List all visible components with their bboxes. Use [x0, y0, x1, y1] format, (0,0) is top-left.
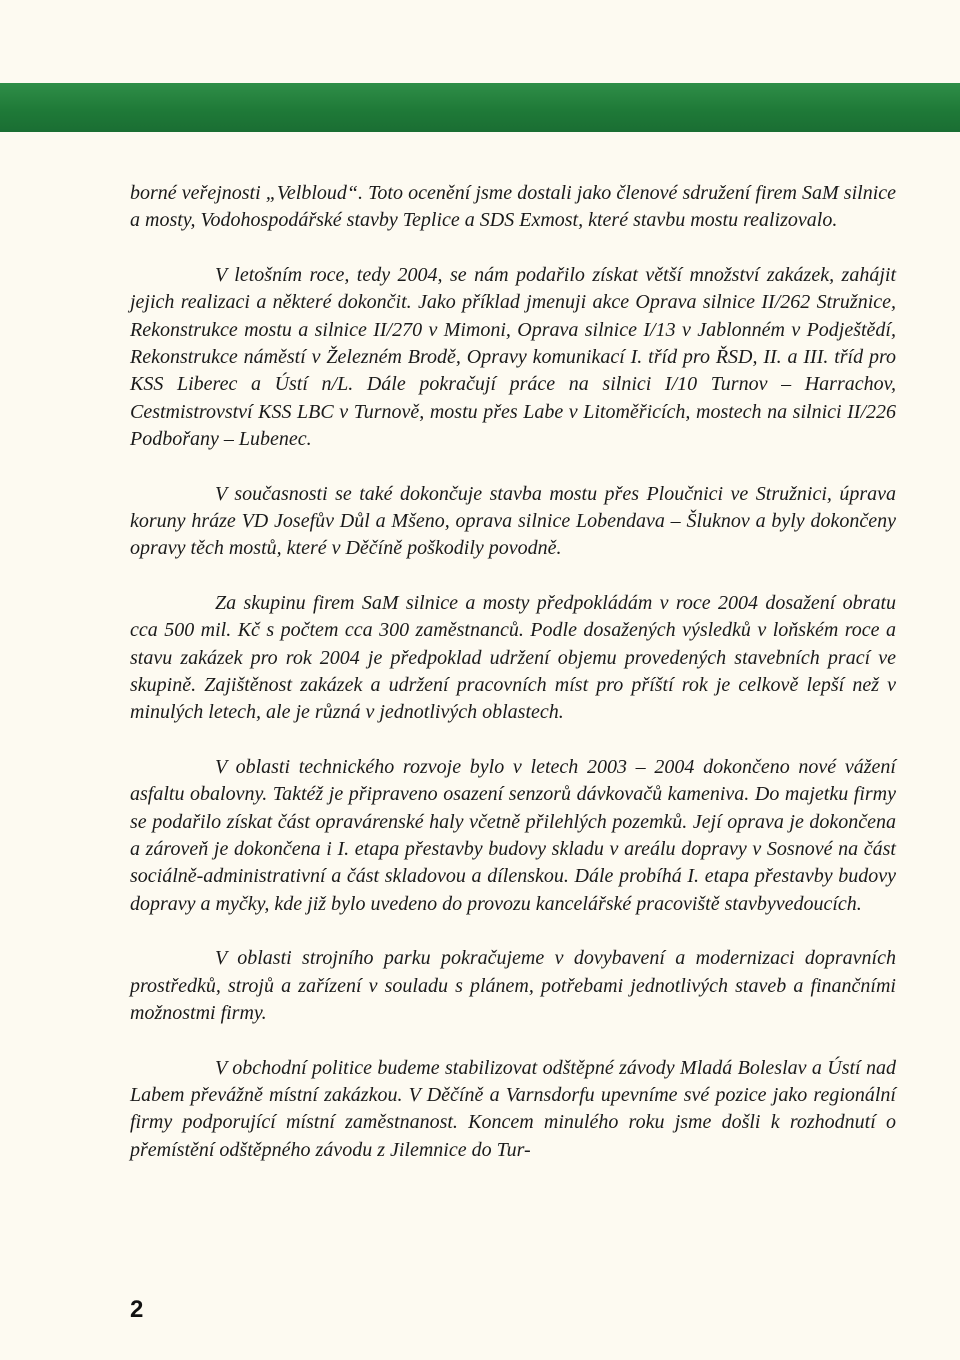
- paragraph: V obchodní politice budeme stabilizovat odštěpné závody Mladá Boleslav a Ústí nad Labem převážně místní zakázkou. V Děčíně a Varnsdorfu upevníme své pozice jako regionální firmy podporující místní zaměstnanost. Koncem minulého roku jsme došli k rozhodnutí o přemístění odštěpného závodu z Jilemnice do Tur-: [130, 1056, 896, 1161]
- page-header-band: [0, 0, 960, 83]
- paragraph: Za skupinu firem SaM silnice a mosty předpokládám v roce 2004 dosažení obratu cca 500 mil. Kč s počtem cca 300 zaměstnanců. Podle dosažených výsledků v loňském roce a stavu zakázek pro rok 2004 je předpoklad udržení objemu provedených stavebních prací ve skupině. Zajištěnost zakázek a udržení pracovních míst pro příští rok je celkově lepší než v minulých letech, ale je různá v jednotlivých oblastech.: [130, 592, 896, 724]
- paragraph: V letošním roce, tedy 2004, se nám podařilo získat větší množství zakázek, zahájit jejich realizaci a některé dokončit. Jako příklad jmenuji akce Oprava silnice II/262 Stružnice, Rekonstrukce mostu a silnice II/270 v Mimoni, Oprava silnice I/13 v Jablonném v Podještědí, Rekonstrukce náměstí v Železném Brodě, Opravy komunikací I. tříd pro ŘSD, II. a III. tříd pro KSS Liberec a Ústí n/L. Dále pokračují práce na silnici I/10 Turnov – Harrachov, Cestmistrovství KSS LBC v Turnově, mostu přes Labe v Litoměřicích, mostech na silnici II/226 Podbořany – Lubenec.: [130, 264, 896, 450]
- header-green-bar: [0, 83, 960, 132]
- page-number: 2: [130, 1296, 144, 1323]
- paragraph: borné veřejnosti „Velbloud“. Toto ocenění jsme dostali jako členové sdružení firem SaM silnice a mosty, Vodohospodářské stavby Teplice a SDS Exmost, které stavbu mostu realizovalo.: [130, 182, 896, 232]
- paragraph: V současnosti se také dokončuje stavba mostu přes Ploučnici ve Stružnici, úprava koruny hráze VD Josefův Důl a Mšeno, oprava silnice Lobendava – Šluknov a byly dokončeny opravy těch mostů, které v Děčíně poškodily povodně.: [130, 482, 896, 560]
- paragraph: V oblasti strojního parku pokračujeme v dovybavení a modernizaci dopravních prostředků, strojů a zařízení v souladu s plánem, potřebami jednotlivých staveb a finančními možnostmi firmy.: [130, 947, 896, 1024]
- article-body: [130, 180, 896, 1191]
- paragraph: V oblasti technického rozvoje bylo v letech 2003 – 2004 dokončeno nové vážení asfaltu obalovny. Taktéž je připraveno osazení senzorů dávkovačů kameniva. Do majetku firmy se podařilo získat část opravárenské haly včetně přilehlých pozemků. Její oprava je dokončena a zároveň je dokončena i I. etapa přestavby budovy skladu v areálu dopravy v Sosnové na část sociálně-administrativní a část skladovou a dílenskou. Dále probíhá I. etapa přestavby budovy dopravy a myčky, kde již bylo uvedeno do provozu kancelářské pracoviště stavbyvedoucích.: [130, 756, 896, 915]
